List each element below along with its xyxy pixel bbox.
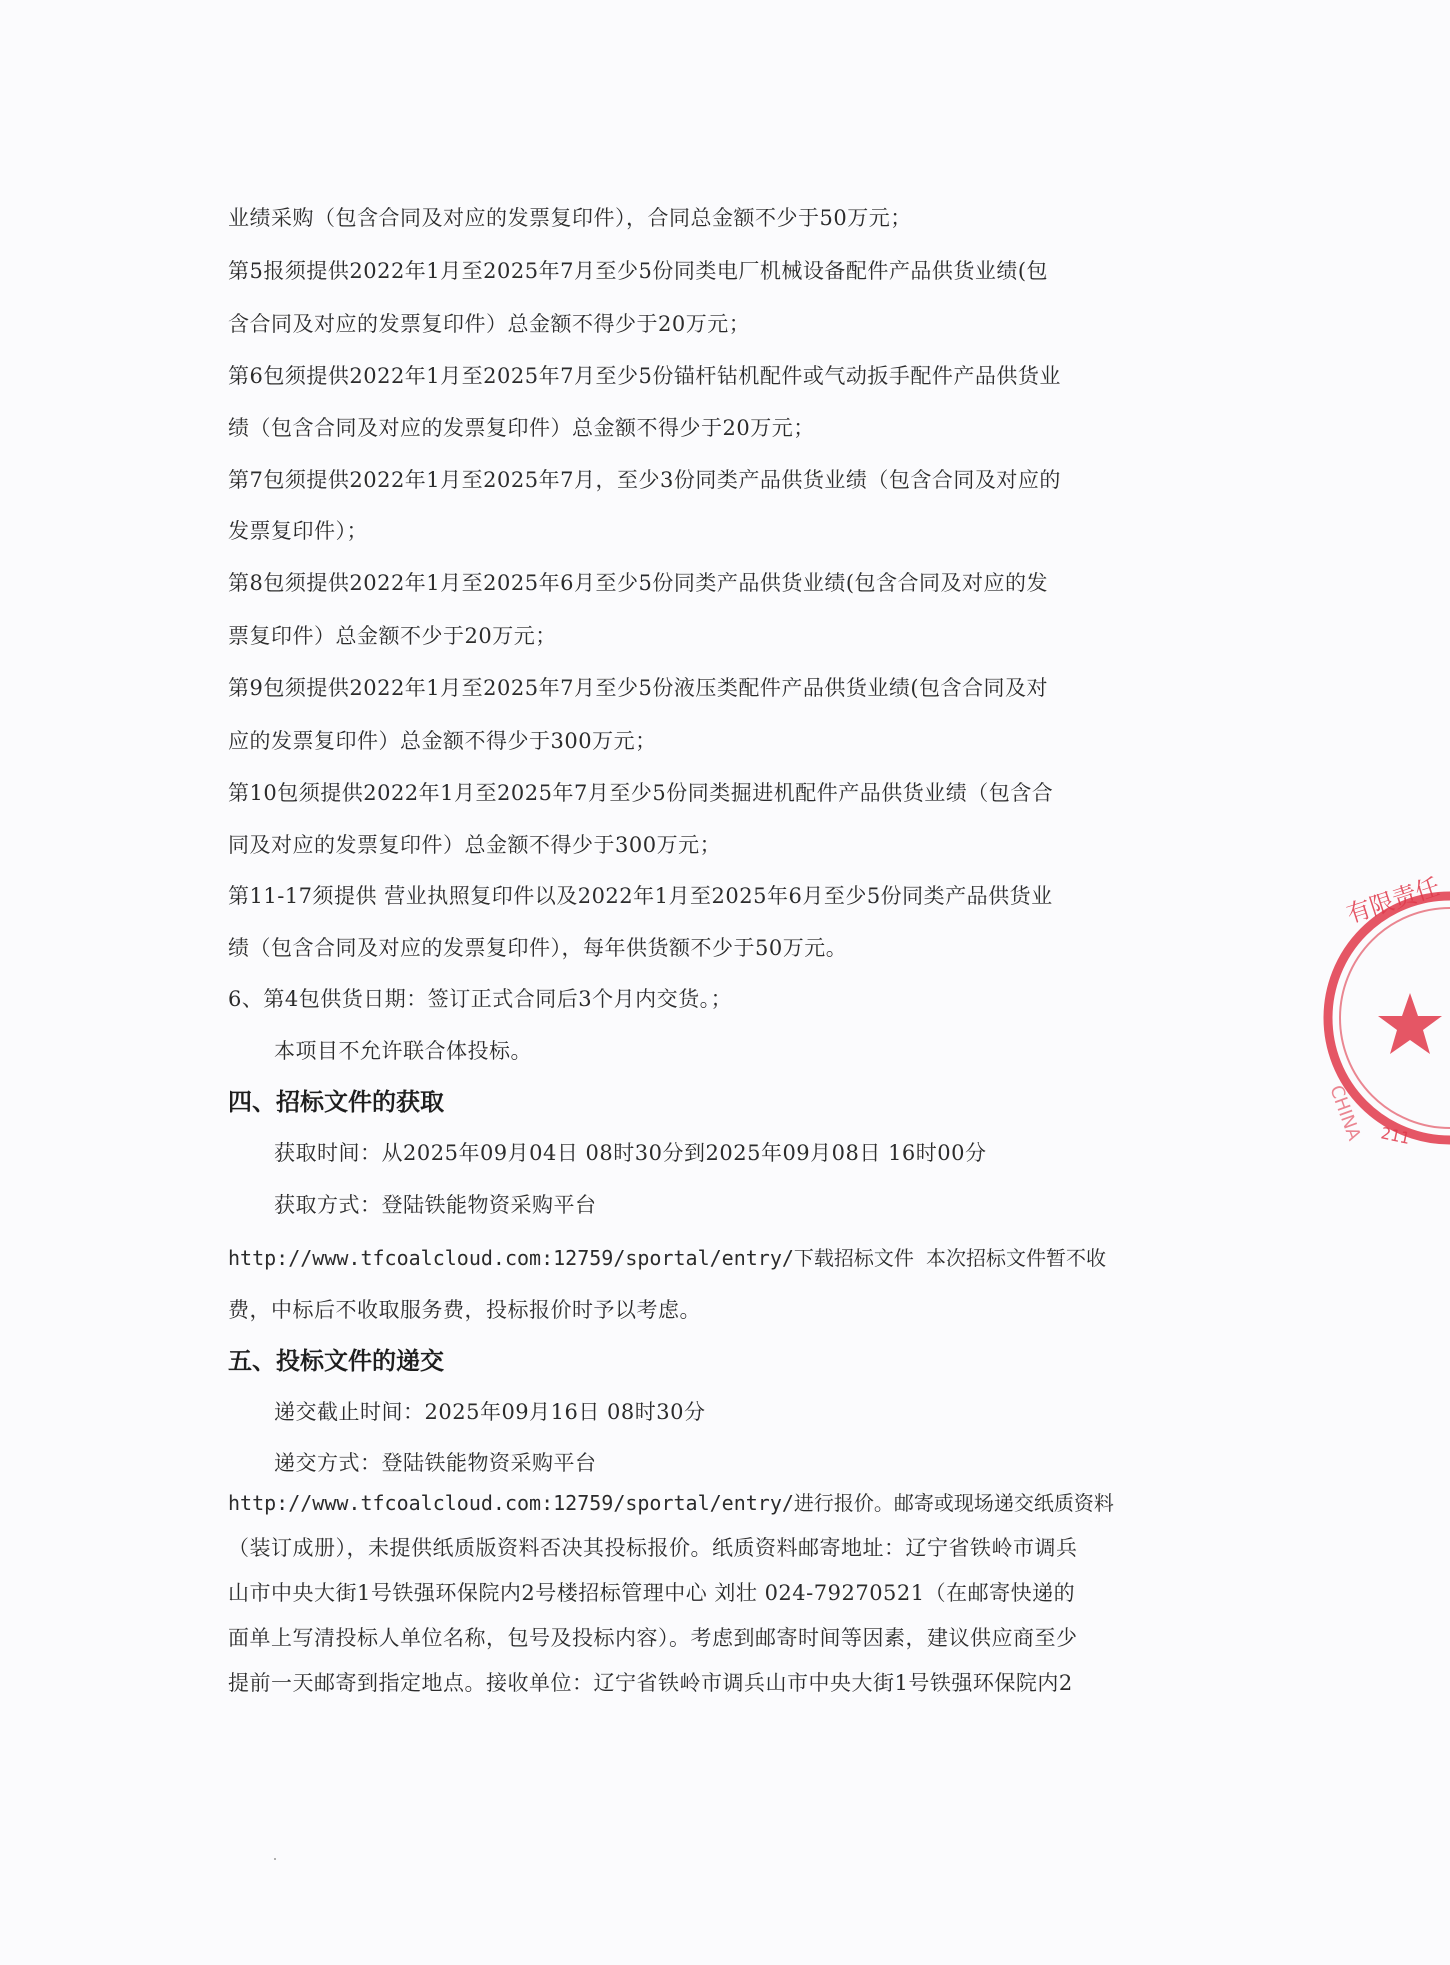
- submit-method: 递交方式：登陆铁能物资采购平台: [274, 1451, 597, 1475]
- paragraph-line: 第11-17须提供 营业执照复印件以及2022年1月至2025年6月至少5份同类产品供货业: [228, 884, 1053, 908]
- obtain-url-line: http://www.tfcoalcloud.com:12759/sportal/entry/下载招标文件 本次招标文件暂不收: [228, 1246, 1106, 1270]
- paragraph-line: 应的发票复印件）总金额不得少于300万元；: [228, 729, 657, 753]
- paragraph-line: 第8包须提供2022年1月至2025年6月至少5份同类产品供货业绩(包含合同及对应的发: [228, 571, 1049, 595]
- paragraph-line: 业绩采购（包含合同及对应的发票复印件），合同总金额不少于50万元；: [228, 206, 912, 230]
- paragraph-line: 第6包须提供2022年1月至2025年7月至少5份锚杆钻机配件或气动扳手配件产品供货业: [228, 364, 1061, 388]
- paragraph-line: 第7包须提供2022年1月至2025年7月，至少3份同类产品供货业绩（包含合同及对应的: [228, 468, 1061, 492]
- section-heading: 四、招标文件的获取: [228, 1088, 444, 1116]
- paragraph-line: 同及对应的发票复印件）总金额不得少于300万元；: [228, 833, 722, 857]
- paragraph-line: 绩（包含合同及对应的发票复印件），每年供货额不少于50万元。: [228, 936, 848, 960]
- paragraph-line: 绩（包含合同及对应的发票复印件）总金额不得少于20万元；: [228, 416, 815, 440]
- submit-body-line: 山市中央大街1号铁强环保院内2号楼招标管理中心 刘壮 024-79270521（在邮寄快递的: [228, 1581, 1076, 1605]
- submit-body-line: 面单上写清投标人单位名称，包号及投标内容）。考虑到邮寄时间等因素，建议供应商至少: [228, 1626, 1078, 1650]
- paragraph-line: 票复印件）总金额不少于20万元；: [228, 624, 557, 648]
- paragraph-line: 第5报须提供2022年1月至2025年7月至少5份同类电厂机械设备配件产品供货业绩(包: [228, 259, 1049, 283]
- company-seal-icon: [1300, 868, 1450, 1168]
- obtain-method: 获取方式：登陆铁能物资采购平台: [274, 1193, 597, 1217]
- obtain-time: 获取时间：从2025年09月04日 08时30分到2025年09月08日 16时00分: [274, 1141, 987, 1165]
- paragraph-line: 第10包须提供2022年1月至2025年7月至少5份同类掘进机配件产品供货业绩（包含合: [228, 781, 1054, 805]
- paragraph-line: 6、第4包供货日期：签订正式合同后3个月内交货。；: [228, 987, 733, 1011]
- paragraph-line: 第9包须提供2022年1月至2025年7月至少5份液压类配件产品供货业绩(包含合同及对: [228, 676, 1049, 700]
- scan-speck: [274, 1858, 276, 1860]
- submit-deadline: 递交截止时间：2025年09月16日 08时30分: [274, 1400, 706, 1424]
- svg-text:CHINA: CHINA: [1325, 1082, 1365, 1144]
- submit-body-line: （装订成册），未提供纸质版资料否决其投标报价。纸质资料邮寄地址：辽宁省铁岭市调兵: [228, 1536, 1078, 1560]
- submit-body-line: 提前一天邮寄到指定地点。接收单位：辽宁省铁岭市调兵山市中央大街1号铁强环保院内2: [228, 1671, 1073, 1695]
- obtain-fee-line: 费，中标后不收取服务费，投标报价时予以考虑。: [228, 1298, 701, 1322]
- section-heading: 五、投标文件的递交: [228, 1347, 444, 1375]
- paragraph-line: 本项目不允许联合体投标。: [274, 1039, 532, 1063]
- paragraph-line: 含合同及对应的发票复印件）总金额不得少于20万元；: [228, 312, 751, 336]
- submit-body-line: http://www.tfcoalcloud.com:12759/sportal/entry/进行报价。邮寄或现场递交纸质资料: [228, 1491, 1114, 1515]
- svg-text:有限责任: 有限责任: [1343, 872, 1444, 929]
- paragraph-line: 发票复印件）；: [228, 519, 368, 543]
- svg-text:211: 211: [1379, 1123, 1412, 1148]
